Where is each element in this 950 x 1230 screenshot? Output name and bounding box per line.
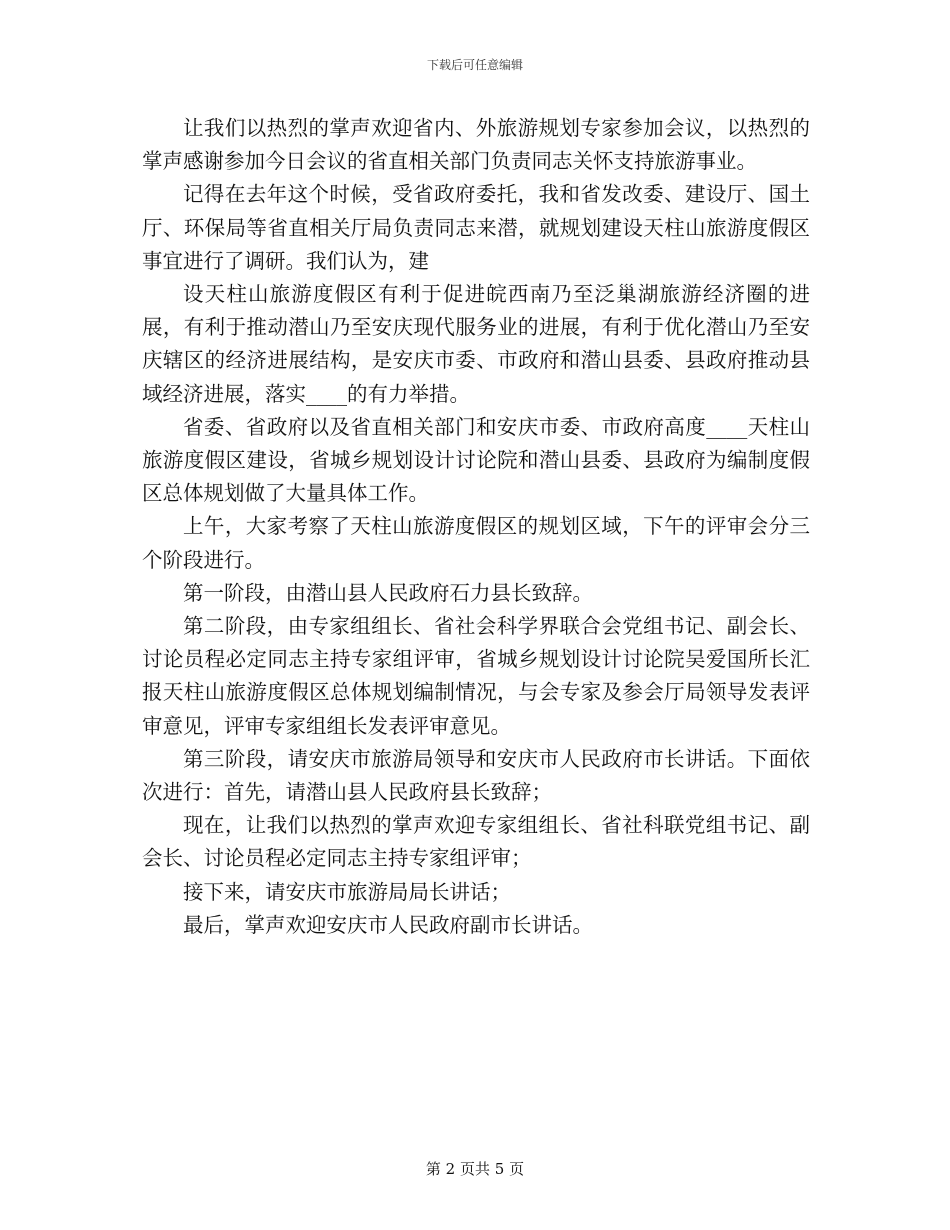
page-footer: 第 2 页共 5 页 bbox=[425, 1160, 525, 1178]
paragraph: 第二阶段，由专家组组长、省社会科学界联合会党组书记、副会长、讨论员程必定同志主持专家组评审，省城乡规划设计讨论院吴爱国所长汇报天柱山旅游度假区总体规划编制情况，与会专家及参会厅局领导发表评审意见，评审专家组组长发表评审意见。 bbox=[142, 614, 810, 738]
paragraph: 第一阶段，由潜山县人民政府石力县长致辞。 bbox=[183, 580, 593, 605]
paragraph: 上午，大家考察了天柱山旅游度假区的规划区域，下午的评审会分三个阶段进行。 bbox=[142, 514, 810, 572]
paragraph: 第三阶段，请安庆市旅游局领导和安庆市人民政府市长讲话。下面依次进行：首先，请潜山县人民政府县长致辞； bbox=[142, 746, 810, 805]
paragraph: 最后，掌声欢迎安庆市人民政府副市长讲话。 bbox=[183, 912, 593, 937]
paragraph: 记得在去年这个时候，受省政府委托，我和省发改委、建设厅、国土厅、环保局等省直相关厅局负责同志来潜，就规划建设天柱山旅游度假区事宜进行了调研。我们认为，建 bbox=[142, 182, 810, 273]
document-body bbox=[142, 112, 810, 942]
paragraph: 省委、省政府以及省直相关部门和安庆市委、市政府高度____天柱山旅游度假区建设，省城乡规划设计讨论院和潜山县委、县政府为编制度假区总体规划做了大量具体工作。 bbox=[142, 414, 810, 506]
page-header: 下载后可任意编辑 bbox=[426, 58, 523, 72]
paragraph: 接下来，请安庆市旅游局局长讲话； bbox=[183, 879, 511, 904]
paragraph: 让我们以热烈的掌声欢迎省内、外旅游规划专家参加会议，以热烈的掌声感谢参加今日会议的省直相关部门负责同志关怀支持旅游事业。 bbox=[142, 116, 810, 174]
paragraph: 现在，让我们以热烈的掌声欢迎专家组组长、省社科联党组书记、副会长、讨论员程必定同志主持专家组评审； bbox=[142, 813, 810, 871]
paragraph: 设天柱山旅游度假区有利于促进皖西南乃至泛巢湖旅游经济圈的进展，有利于推动潜山乃至安庆现代服务业的进展，有利于优化潜山乃至安庆辖区的经济进展结构，是安庆市委、市政府和潜山县委、县政府推动县域经济进展，落实____的有力举措。 bbox=[142, 282, 810, 406]
